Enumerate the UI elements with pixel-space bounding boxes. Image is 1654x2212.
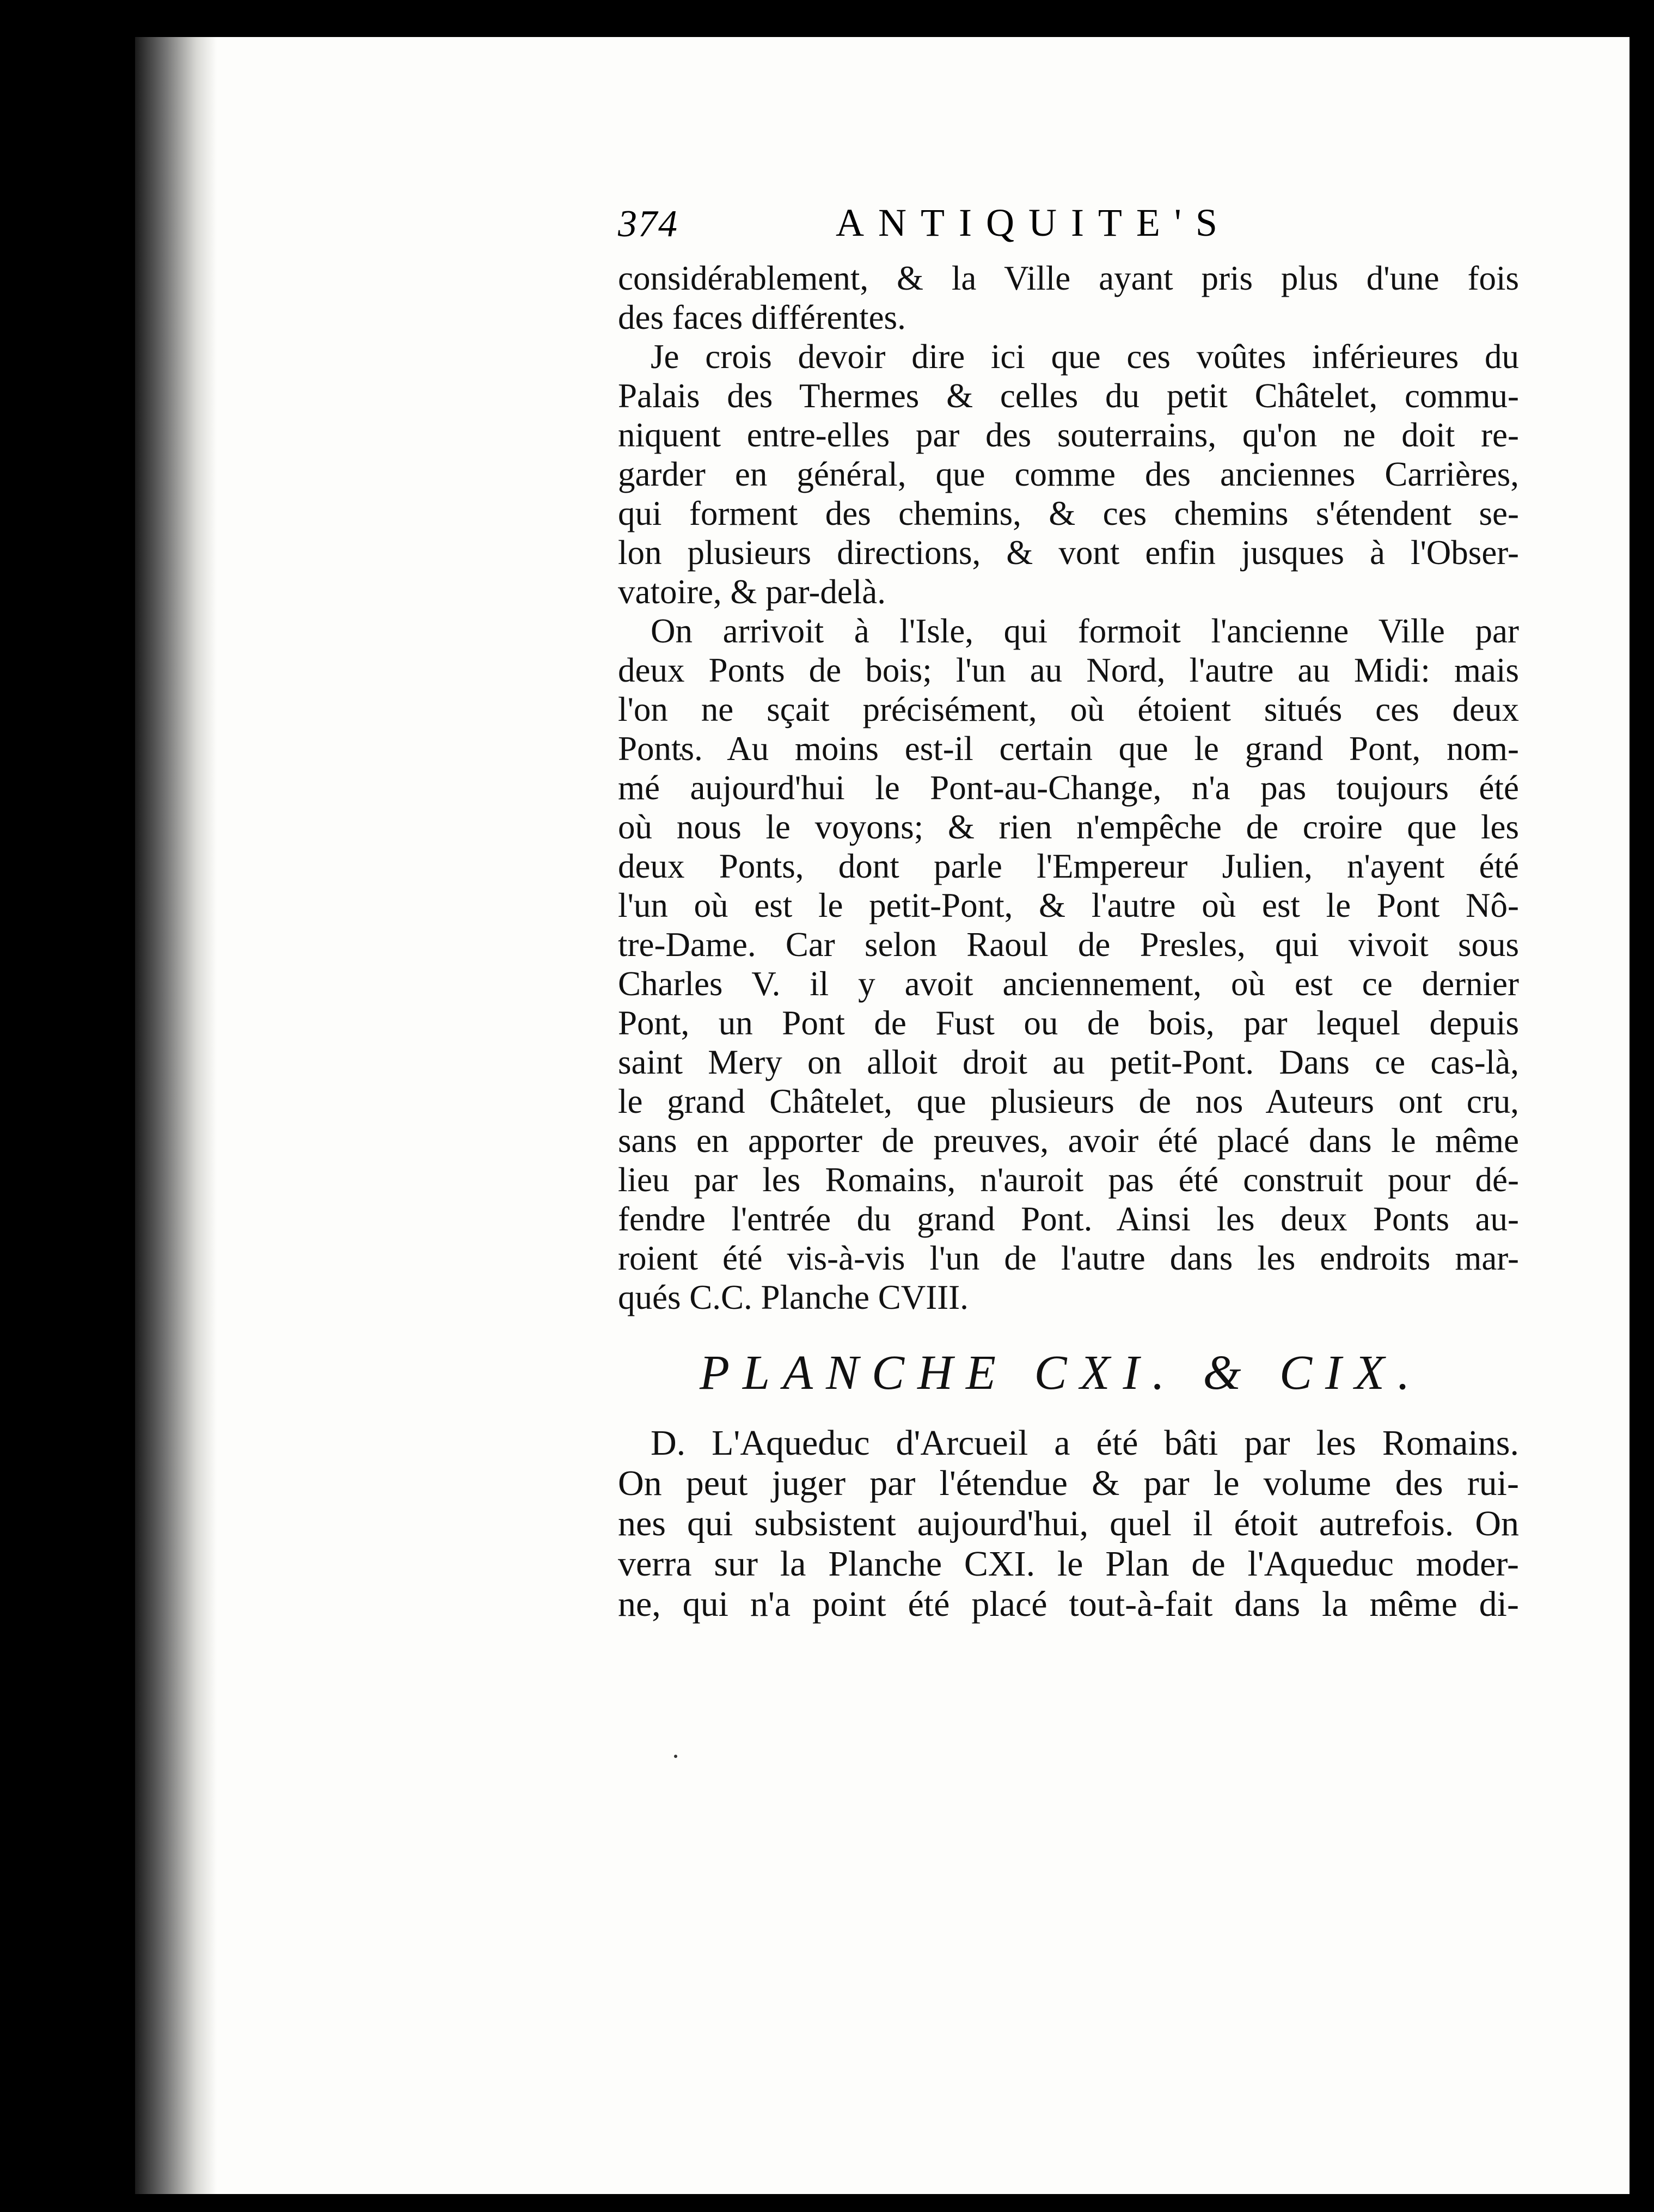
text-line: Ponts. Au moins est-il certain que le grand Pont, nom-	[618, 730, 1519, 768]
text-line: Pont, un Pont de Fust ou de bois, par lequel depuis	[618, 1004, 1519, 1042]
text-line: vatoire, & par-delà.	[618, 573, 886, 611]
text-line: le grand Châtelet, que plusieurs de nos Auteurs ont cru,	[618, 1082, 1519, 1120]
section-heading: PLANCHE CXI. & CIX.	[700, 1346, 1423, 1400]
page-number: 374	[618, 203, 678, 245]
text-line: tre-Dame. Car selon Raoul de Presles, qui vivoit sous	[618, 926, 1519, 964]
text-line: qui forment des chemins, & ces chemins s'étendent se-	[618, 494, 1519, 532]
text-line: D. L'Aqueduc d'Arcueil a été bâti par les Romains.	[651, 1423, 1519, 1463]
text-line: niquent entre-elles par des souterrains, qu'on ne doit re-	[618, 416, 1519, 454]
text-line: saint Mery on alloit droit au petit-Pont. Dans ce cas-là,	[618, 1043, 1519, 1081]
text-line: Charles V. il y avoit anciennement, où est ce dernier	[618, 965, 1519, 1003]
text-line: considérablement, & la Ville ayant pris plus d'une fois	[618, 259, 1519, 297]
gutter-shadow	[135, 37, 217, 2194]
text-line: lon plusieurs directions, & vont enfin jusques à l'Obser-	[618, 534, 1519, 572]
text-line: deux Ponts de bois; l'un au Nord, l'autre au Midi: mais	[618, 651, 1519, 689]
running-head	[618, 203, 1519, 262]
ink-speck	[674, 1755, 677, 1758]
text-line: des faces différentes.	[618, 298, 906, 336]
text-line: fendre l'entrée du grand Pont. Ainsi les deux Ponts au-	[618, 1200, 1519, 1238]
text-line: roient été vis-à-vis l'un de l'autre dans les endroits mar-	[618, 1239, 1519, 1277]
text-line: On arrivoit à l'Isle, qui formoit l'ancienne Ville par	[651, 612, 1519, 650]
text-line: l'on ne sçait précisément, où étoient situés ces deux	[618, 690, 1519, 728]
text-line: deux Ponts, dont parle l'Empereur Julien, n'ayent été	[618, 847, 1519, 885]
text-line: lieu par les Romains, n'auroit pas été construit pour dé-	[618, 1161, 1519, 1199]
text-line: Je crois devoir dire ici que ces voûtes inférieures du	[651, 338, 1519, 376]
text-line: sans en apporter de preuves, avoir été placé dans le même	[618, 1122, 1519, 1160]
running-title: ANTIQUITE'S	[836, 201, 1232, 244]
text-line: garder en général, que comme des anciennes Carrières,	[618, 455, 1519, 493]
text-line: nes qui subsistent aujourd'hui, quel il étoit autrefois. On	[618, 1504, 1519, 1543]
text-line: verra sur la Planche CXI. le Plan de l'Aqueduc moder-	[618, 1544, 1519, 1584]
text-line: où nous le voyons; & rien n'empêche de croire que les	[618, 808, 1519, 846]
text-line: Palais des Thermes & celles du petit Châtelet, commu-	[618, 377, 1519, 415]
text-line: qués C.C. Planche CVIII.	[618, 1278, 969, 1316]
text-line: mé aujourd'hui le Pont-au-Change, n'a pas toujours été	[618, 769, 1519, 807]
text-line: l'un où est le petit-Pont, & l'autre où est le Pont Nô-	[618, 886, 1519, 924]
text-line: On peut juger par l'étendue & par le volume des rui-	[618, 1463, 1519, 1503]
text-line: ne, qui n'a point été placé tout-à-fait dans la même di-	[618, 1584, 1519, 1624]
